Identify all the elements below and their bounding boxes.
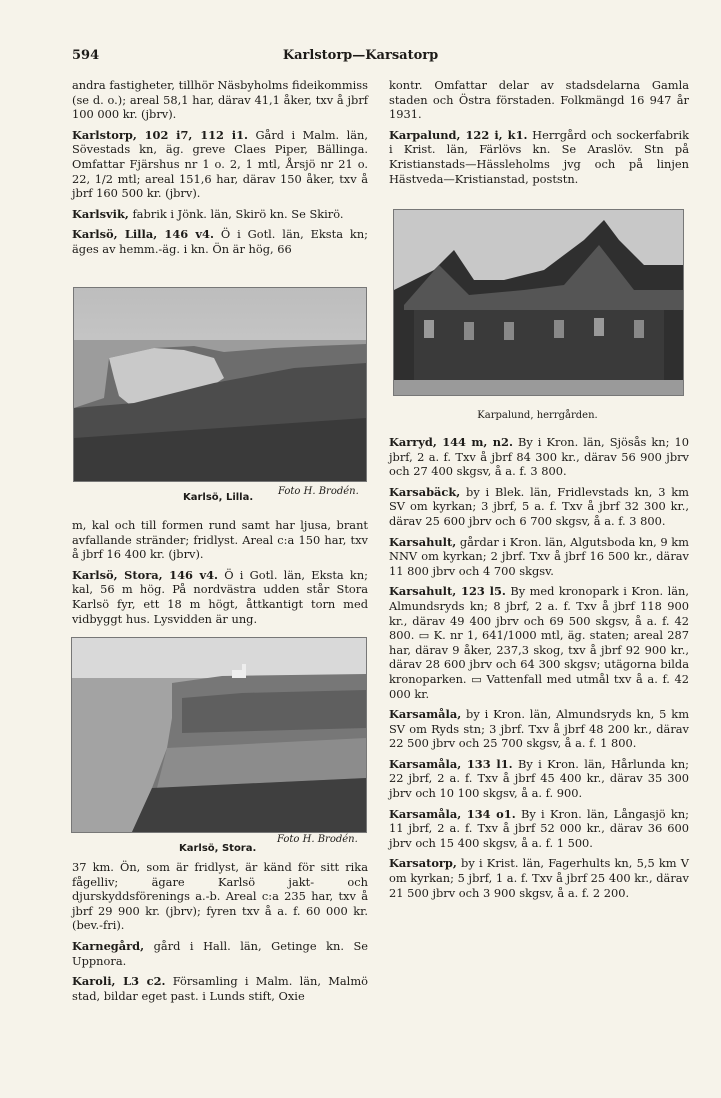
entry: kontr. Omfattar delar av stadsdelarna Gamla staden och Östra förstaden. Folkmängd 16 947 år 1931.: [389, 78, 689, 122]
entry: Karsamåla, by i Kron. län, Almundsryds kn, 5 km SV om Ryds stn; 3 jbrf. Txv å jbrf 48 200 kr., därav 22 500 jbrv och 25 700 skgsv, å a. f. 1 800.: [389, 707, 689, 751]
entry: Karsabäck, by i Blek. län, Fridlevstads kn, 3 km SV om kyrkan; 3 jbrf, 5 a. f. Txv å jbrf 32 300 kr., därav 25 600 jbrv och 6 700 skgsv, å a. f. 3 800.: [389, 484, 689, 528]
photo-caption: Karpalund, herrgården.: [477, 410, 598, 421]
entry: Karoli, L3 c2. Församling i Malm. län, Malmö stad, bildar eget past. i Lunds stift, Oxie: [72, 974, 368, 1003]
entry: Karsahult, gårdar i Kron. län, Algutsboda kn, 9 km NNV om kyrkan; 2 jbrf. Txv å jbrf 16 500 kr., därav 11 800 jbrv och 4 700 skgsv.: [389, 534, 689, 578]
page-number: 594: [72, 48, 100, 63]
entry: Karlsvik, fabrik i Jönk. län, Skirö kn. Se Skirö.: [72, 206, 344, 221]
photo-karpalund: [393, 209, 684, 396]
entry: Karnegård, gård i Hall. län, Getinge kn. Se Uppnora.: [72, 938, 368, 968]
entry: Karlsö, Stora, 146 v4. Ö i Gotl. län, Eksta kn; kal, 56 m hög. På nordvästra udden står Stora Karlsö fyr, ett 18 m högt, åttkantigt torn med vidbyggt hus. Lysvidden är ung.: [72, 567, 368, 626]
left-column-bottom: [72, 860, 368, 1009]
entry: Karpalund, 122 i, k1. Herrgård och sockerfabrik i Krist. län, Färlövs kn. Se Araslöv. Stn på Kristianstads—Hässleholms jvg och på linjen Hästveda—Kristianstad, poststn.: [389, 127, 690, 186]
running-title: Karlstorp—Karsatorp: [282, 48, 439, 63]
entry: Karsamåla, 133 l1. By i Kron. län, Hårlunda kn; 22 jbrf, 2 a. f. Txv å jbrf 45 400 kr., därav 35 300 jbrv och 10 100 skgsv, å a. f. 900.: [389, 756, 689, 801]
entry: Karsamåla, 134 o1. By i Kron. län, Långasjö kn; 11 jbrf, 2 a. f. Txv å jbrf 52 000 kr., därav 36 600 jbrv och 15 400 skgsv, å a. f. 1 500.: [389, 806, 689, 850]
entry: andra fastigheter, tillhör Näsbyholms fideikommiss (se d. o.); areal 58,1 har, därav 41,1 åker, txv å jbrf 100 000 kr. (jbrv).: [72, 78, 368, 122]
photo-karlso-stora: [71, 637, 367, 833]
entry: Karryd, 144 m, n2. By i Kron. län, Sjösås kn; 10 jbrf, 2 a. f. Txv å jbrf 84 300 kr., därav 56 900 jbrv och 27 400 skgsv, å a. f. 3 800.: [389, 435, 690, 479]
entry: Karlsö, Lilla, 146 v4. Ö i Gotl. län, Eksta kn; äges av hemm.-äg. i kn. Ön är hög, 66: [72, 227, 368, 256]
entry: Karsahult, 123 l5. By med kronopark i Kron. län, Almundsryds kn; 8 jbrf, 2 a. f. Txv å jbrf 118 900 kr., därav 49 400 jbrv och 69 500 skgsv, å a. f. 42 800. ▭ K. nr 1, 641/1000 mtl, äg. staten; areal 287 har, därav 9 åker, 237,3 skog, txv å jbrf 92 900 kr., därav 28 600 jbrv och 64 300 skgsv; utägorna bilda kronoparken. ▭ Vattenfall med utmål txv å a. f. 42 000 kr.: [389, 584, 689, 701]
photo-caption-name: Karlsö, Lilla.: [183, 492, 254, 503]
left-column-top: [72, 78, 368, 263]
entry: 37 km. Ön, som är fridlyst, är känd för sitt rika fågelliv; ägare Karlsö jakt- och djurskyddsförenings a.-b. Areal c:a 235 har, txv å jbrf 29 900 kr. (jbrv); fyren txv å a. f. 60 000 kr. (bev.-fri).: [72, 860, 368, 933]
photo-caption-name: Karlsö, Stora.: [179, 843, 257, 854]
right-column-bottom: [389, 435, 689, 906]
left-column-mid: [72, 518, 368, 632]
photo-karlso-lilla: [73, 287, 367, 482]
right-column-top: [389, 78, 689, 192]
entry: Karsatorp, by i Krist. län, Fagerhults kn, 5,5 km V om kyrkan; 5 jbrf, 1 a. f. Txv å jbrf 25 400 kr., därav 21 500 jbrv och 3 900 skgsv, å a. f. 2 200.: [389, 856, 689, 900]
entry: m, kal och till formen rund samt har ljusa, brant avfallande stränder; fridlyst. Areal c:a 150 har, txv å jbrf 16 400 kr. (jbrv).: [72, 518, 368, 562]
photo-caption-credit: Foto H. Brodén.: [278, 486, 359, 497]
entry: Karlstorp, 102 i7, 112 i1. Gård i Malm. län, Sövestads kn, äg. greve Claes Piper, Bällinga. Omfattar Fjärshus nr 1 o. 2, 1 mtl, Årsjö nr 21 o. 22, 1/2 mtl; areal 151,6 har, därav 150 åker, txv å jbrf 160 500 kr. (jbrv).: [72, 127, 368, 201]
photo-caption-credit: Foto H. Brodén.: [277, 834, 358, 845]
